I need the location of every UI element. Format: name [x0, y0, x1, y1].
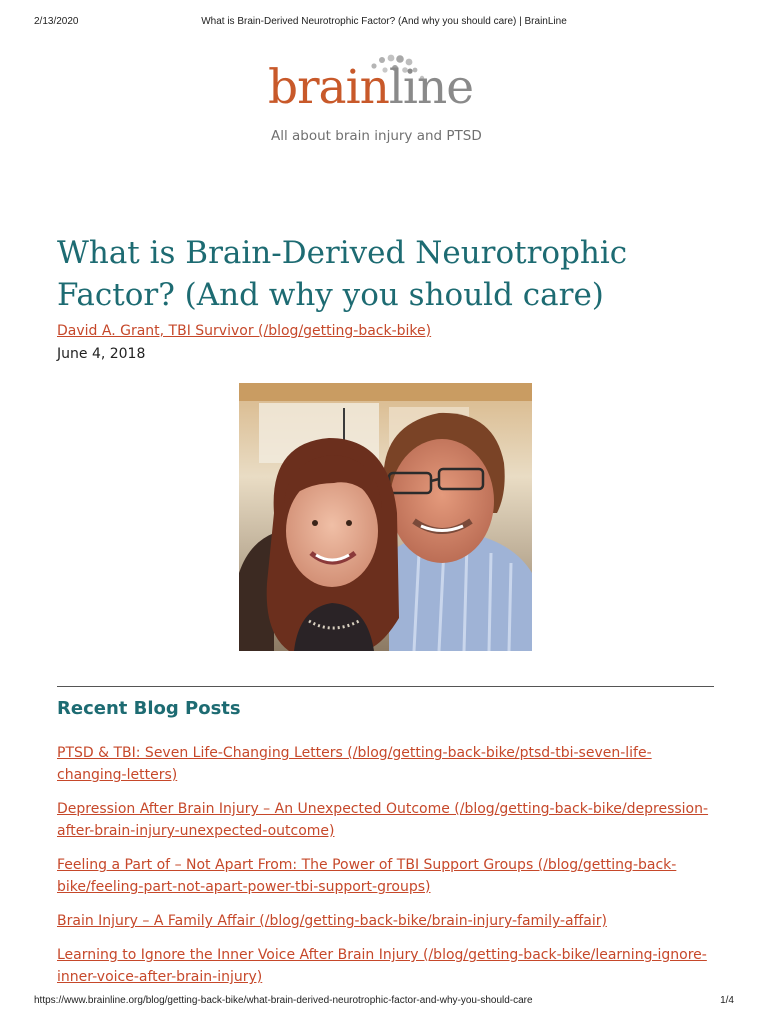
logo-word-brain: brain	[268, 60, 389, 115]
list-item	[57, 798, 717, 842]
author-byline-link[interactable]: David A. Grant, TBI Survivor (/blog/getting-back-bike)	[57, 323, 432, 339]
print-page-number: 1/4	[720, 995, 734, 1006]
list-item	[57, 944, 717, 988]
recent-post-link[interactable]: Learning to Ignore the Inner Voice After Brain Injury (/blog/getting-back-bike/learning-ignore-inner-voice-after-brain-injury)	[57, 947, 707, 985]
print-footer	[0, 995, 768, 1009]
print-header	[0, 16, 768, 30]
article-title: What is Brain-Derived Neurotrophic Factor? (And why you should care)	[57, 235, 628, 313]
recent-post-link[interactable]: Depression After Brain Injury – An Unexpected Outcome (/blog/getting-back-bike/depression-after-brain-injury-unexpected-outcome)	[57, 801, 709, 839]
logo-tagline: All about brain injury and PTSD	[271, 128, 482, 144]
recent-posts-list	[57, 742, 717, 1000]
list-item	[57, 854, 717, 898]
print-doc-title: What is Brain-Derived Neurotrophic Factor? (And why you should care) | BrainLine	[201, 16, 567, 27]
logo-wordmark	[268, 58, 473, 118]
brainline-logo[interactable]	[264, 48, 512, 148]
post-date: June 4, 2018	[57, 346, 146, 362]
recent-post-link[interactable]: Feeling a Part of – Not Apart From: The Power of TBI Support Groups (/blog/getting-back-bike/feeling-part-not-apart-power-tbi-support-groups)	[57, 857, 677, 895]
list-item	[57, 742, 717, 786]
print-date: 2/13/2020	[34, 16, 79, 27]
couple-photo-image	[239, 383, 532, 651]
logo-word-line: line	[388, 60, 474, 115]
article-photo	[239, 383, 532, 651]
section-divider	[57, 686, 714, 687]
recent-post-link[interactable]: Brain Injury – A Family Affair (/blog/getting-back-bike/brain-injury-family-affair)	[57, 913, 607, 929]
recent-posts-heading: Recent Blog Posts	[57, 698, 241, 719]
recent-post-link[interactable]: PTSD & TBI: Seven Life-Changing Letters (/blog/getting-back-bike/ptsd-tbi-seven-life-changing-letters)	[57, 745, 652, 783]
print-url: https://www.brainline.org/blog/getting-back-bike/what-brain-derived-neurotrophic-factor-and-why-you-should-care	[34, 995, 533, 1006]
list-item	[57, 910, 717, 932]
